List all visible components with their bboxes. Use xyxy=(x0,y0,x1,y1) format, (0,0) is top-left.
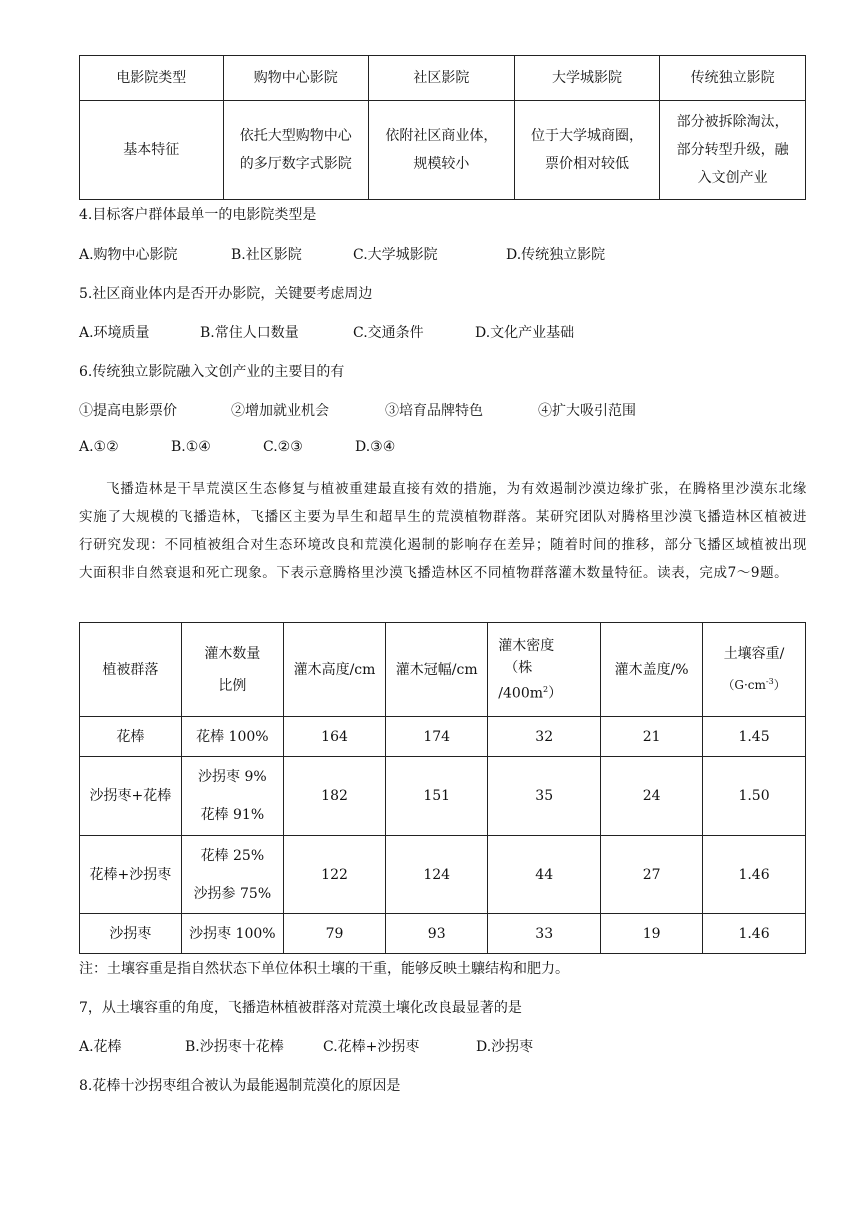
table-row xyxy=(80,56,806,101)
table-row xyxy=(80,717,806,757)
table-cell: 传统独立影院 xyxy=(660,56,806,101)
option-d: D.沙拐枣 xyxy=(476,1039,534,1055)
header-cover: 灌木盖度/% xyxy=(601,623,703,717)
header-density xyxy=(488,623,601,717)
option-b: B.常住人口数量 xyxy=(200,325,299,341)
header-soil-line1: 土壤容重/ xyxy=(723,646,785,662)
table-cell: 位于大学城商圈，票价相对较低 xyxy=(514,101,660,200)
header-density-line2: （株 xyxy=(504,659,533,676)
reading-passage xyxy=(79,475,807,587)
cell-ratio-line2: 花棒 91% xyxy=(200,807,265,823)
cell-soil: 1.46 xyxy=(703,914,806,954)
table-cell: 依附社区商业体，规模较小 xyxy=(369,101,515,200)
table-row xyxy=(80,914,806,954)
option-a: A.①② xyxy=(79,439,119,455)
option-c: C.交通条件 xyxy=(353,325,424,341)
cell-cover: 24 xyxy=(601,757,703,836)
question-5-options xyxy=(79,322,574,342)
table-cell: 大学城影院 xyxy=(514,56,660,101)
cell-community: 沙拐枣+花棒 xyxy=(80,757,182,836)
table-cell: 基本特征 xyxy=(80,101,224,200)
table-note: 注：土壤容重是指自然状态下单位体积土壤的干重，能够反映土驤结构和肥力。 xyxy=(79,961,569,977)
header-ratio-line2: 比例 xyxy=(218,677,247,694)
cell-density: 44 xyxy=(488,836,601,914)
cell-height: 182 xyxy=(283,757,385,836)
cell-ratio-line1: 花棒 25% xyxy=(200,847,265,864)
header-soil-unit: （G·cm xyxy=(722,678,766,692)
header-ratio-line1: 灌木数量 xyxy=(204,645,261,662)
cinema-types-table xyxy=(79,55,806,200)
table-cell: 依托大型购物中心的多厅数字式影院 xyxy=(223,101,369,200)
cell-ratio-line1: 沙拐枣 9% xyxy=(198,769,267,785)
header-density-close: ） xyxy=(548,685,563,702)
option-c: C.大学城影院 xyxy=(353,247,438,263)
cell-cover: 19 xyxy=(601,914,703,954)
cell-density: 35 xyxy=(488,757,601,836)
header-density-sup: 2 xyxy=(543,684,549,694)
cell-ratio: 沙拐枣 100% xyxy=(181,914,283,954)
cell-cover: 21 xyxy=(601,717,703,757)
table-cell: 部分被拆除淘汰，部分转型升级，融入文创产业 xyxy=(660,101,806,200)
option-a: A.购物中心影院 xyxy=(79,247,178,263)
option-c: C.②③ xyxy=(263,439,303,455)
question-7-options xyxy=(79,1036,533,1056)
option-b: B.社区影院 xyxy=(231,247,302,263)
table-row xyxy=(80,101,806,200)
cell-height: 122 xyxy=(283,836,385,914)
option-d: D.传统独立影院 xyxy=(506,247,606,263)
header-soil-sup: -3 xyxy=(765,677,774,686)
header-community: 植被群落 xyxy=(80,623,182,717)
passage-text: 飞播造林是干旱荒漠区生态修复与植被重建最直接有效的措施，为有效遏制沙漠边缘扩张，在腾格里沙漠东北缘实施了大规模的飞播造林，飞播区主要为旱生和超旱生的荒漠植物群落。某研究团队对腾格里沙漠飞播造林区植被进行研究发现：不同植被组合对生态环境改良和荒漠化遏制的影响存在差异；随着时间的推移，部分飞播区域植被出现大面积非自然衰退和死亡现象。下表示意腾格里沙漠飞播造林区不同植物群落灌木数量特征。读表，完成7～9题。 xyxy=(79,481,807,581)
option-c: C.花棒+沙拐枣 xyxy=(323,1039,420,1055)
cell-cover: 27 xyxy=(601,836,703,914)
header-ratio xyxy=(181,623,283,717)
option-b: B.①④ xyxy=(171,439,211,455)
vegetation-table xyxy=(79,622,806,954)
header-density-line3 xyxy=(498,679,600,705)
header-soil-line2 xyxy=(703,668,805,699)
question-6-items xyxy=(79,400,636,420)
question-4-options xyxy=(79,244,605,264)
question-4-stem: 4.目标客户群体最单一的电影院类型是 xyxy=(79,207,317,223)
cell-ratio xyxy=(181,757,283,836)
table-cell: 购物中心影院 xyxy=(223,56,369,101)
option-a: A.环境质量 xyxy=(79,325,150,341)
statement-1: ①提高电影票价 xyxy=(79,403,177,419)
cell-community: 花棒 xyxy=(80,717,182,757)
cell-crown: 124 xyxy=(386,836,488,914)
cell-height: 164 xyxy=(283,717,385,757)
cell-density: 33 xyxy=(488,914,601,954)
cell-height: 79 xyxy=(283,914,385,954)
cell-crown: 93 xyxy=(386,914,488,954)
option-d: D.文化产业基础 xyxy=(475,325,575,341)
question-7-stem: 7，从土壤容重的角度，飞播造林植被群落对荒漠土壤化改良最显著的是 xyxy=(79,1000,522,1016)
cell-community: 沙拐枣 xyxy=(80,914,182,954)
cell-crown: 174 xyxy=(386,717,488,757)
table-cell: 电影院类型 xyxy=(80,56,224,101)
table-header-row xyxy=(80,623,806,717)
option-d: D.③④ xyxy=(355,439,396,455)
header-soil xyxy=(703,623,806,717)
cell-ratio xyxy=(181,836,283,914)
cell-crown: 151 xyxy=(386,757,488,836)
header-density-unit: /400m xyxy=(498,685,543,702)
question-6-options xyxy=(79,439,395,455)
header-crown: 灌木冠幅/cm xyxy=(386,623,488,717)
header-soil-close: ） xyxy=(773,678,786,692)
statement-3: ③培育品牌特色 xyxy=(385,403,483,419)
cell-ratio-line2: 沙拐参 75% xyxy=(193,885,272,902)
statement-2: ②增加就业机会 xyxy=(231,403,329,419)
option-a: A.花棒 xyxy=(79,1039,122,1055)
table-row xyxy=(80,836,806,914)
cell-community: 花棒+沙拐枣 xyxy=(80,836,182,914)
table-row xyxy=(80,757,806,836)
question-6-stem: 6.传统独立影院融入文创产业的主要目的有 xyxy=(79,364,345,380)
question-5-stem: 5.社区商业体内是否开办影院，关键要考虑周边 xyxy=(79,286,373,302)
header-density-line1: 灌木密度 xyxy=(498,637,555,654)
cell-soil: 1.45 xyxy=(703,717,806,757)
table-cell: 社区影院 xyxy=(369,56,515,101)
cell-density: 32 xyxy=(488,717,601,757)
header-height: 灌木高度/cm xyxy=(283,623,385,717)
cell-soil: 1.50 xyxy=(703,757,806,836)
statement-4: ④扩大吸引范围 xyxy=(538,403,636,419)
question-8-stem: 8.花棒十沙拐枣组合被认为最能遏制荒漠化的原因是 xyxy=(79,1078,401,1094)
cell-soil: 1.46 xyxy=(703,836,806,914)
cell-ratio: 花棒 100% xyxy=(181,717,283,757)
option-b: B.沙拐枣十花棒 xyxy=(185,1039,284,1055)
